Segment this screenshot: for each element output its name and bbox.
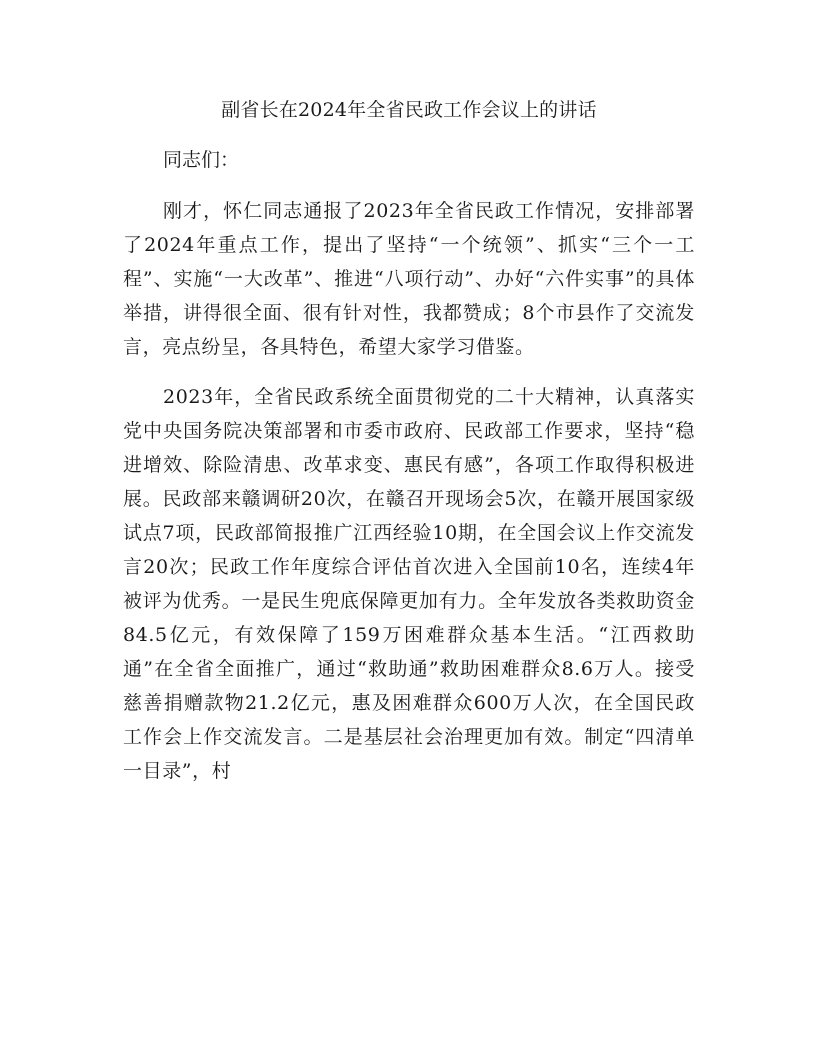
document-page xyxy=(123,94,695,788)
document-title: 副省长在2024年全省民政工作会议上的讲话 xyxy=(221,99,597,121)
paragraph-1: 刚才，怀仁同志通报了2023年全省民政工作情况，安排部署了2024年重点工作，提出了坚持“一个统领”、抓实“三个一工程”、实施“一大改革”、推进“八项行动”、办好“六件实事”的具体举措，讲得很全面、很有针对性，我都赞成；8个市县作了交流发言，亮点纷呈，各具特色，希望大家学习借鉴。 xyxy=(123,200,695,358)
salutation: 同志们： xyxy=(163,149,240,171)
paragraph-2: 2023年，全省民政系统全面贯彻党的二十大精神，认真落实党中央国务院决策部署和市委市政府、民政部工作要求，坚持“稳进增效、除险清患、改革求变、惠民有感”，各项工作取得积极进展。民政部来赣调研20次，在赣召开现场会5次，在赣开展国家级试点7项，民政部简报推广江西经验10期，在全国会议上作交流发言20次；民政工作年度综合评估首次进入全国前10名，连续4年被评为优秀。一是民生兜底保障更加有力。全年发放各类救助资金84.5亿元，有效保障了159万困难群众基本生活。“江西救助通”在全省全面推广，通过“救助通”救助困难群众8.6万人。接受慈善捐赠款物21.2亿元，惠及困难群众600万人次，在全国民政工作会上作交流发言。二是基层社会治理更加有效。制定“四清单一目录”，村 xyxy=(123,386,695,782)
